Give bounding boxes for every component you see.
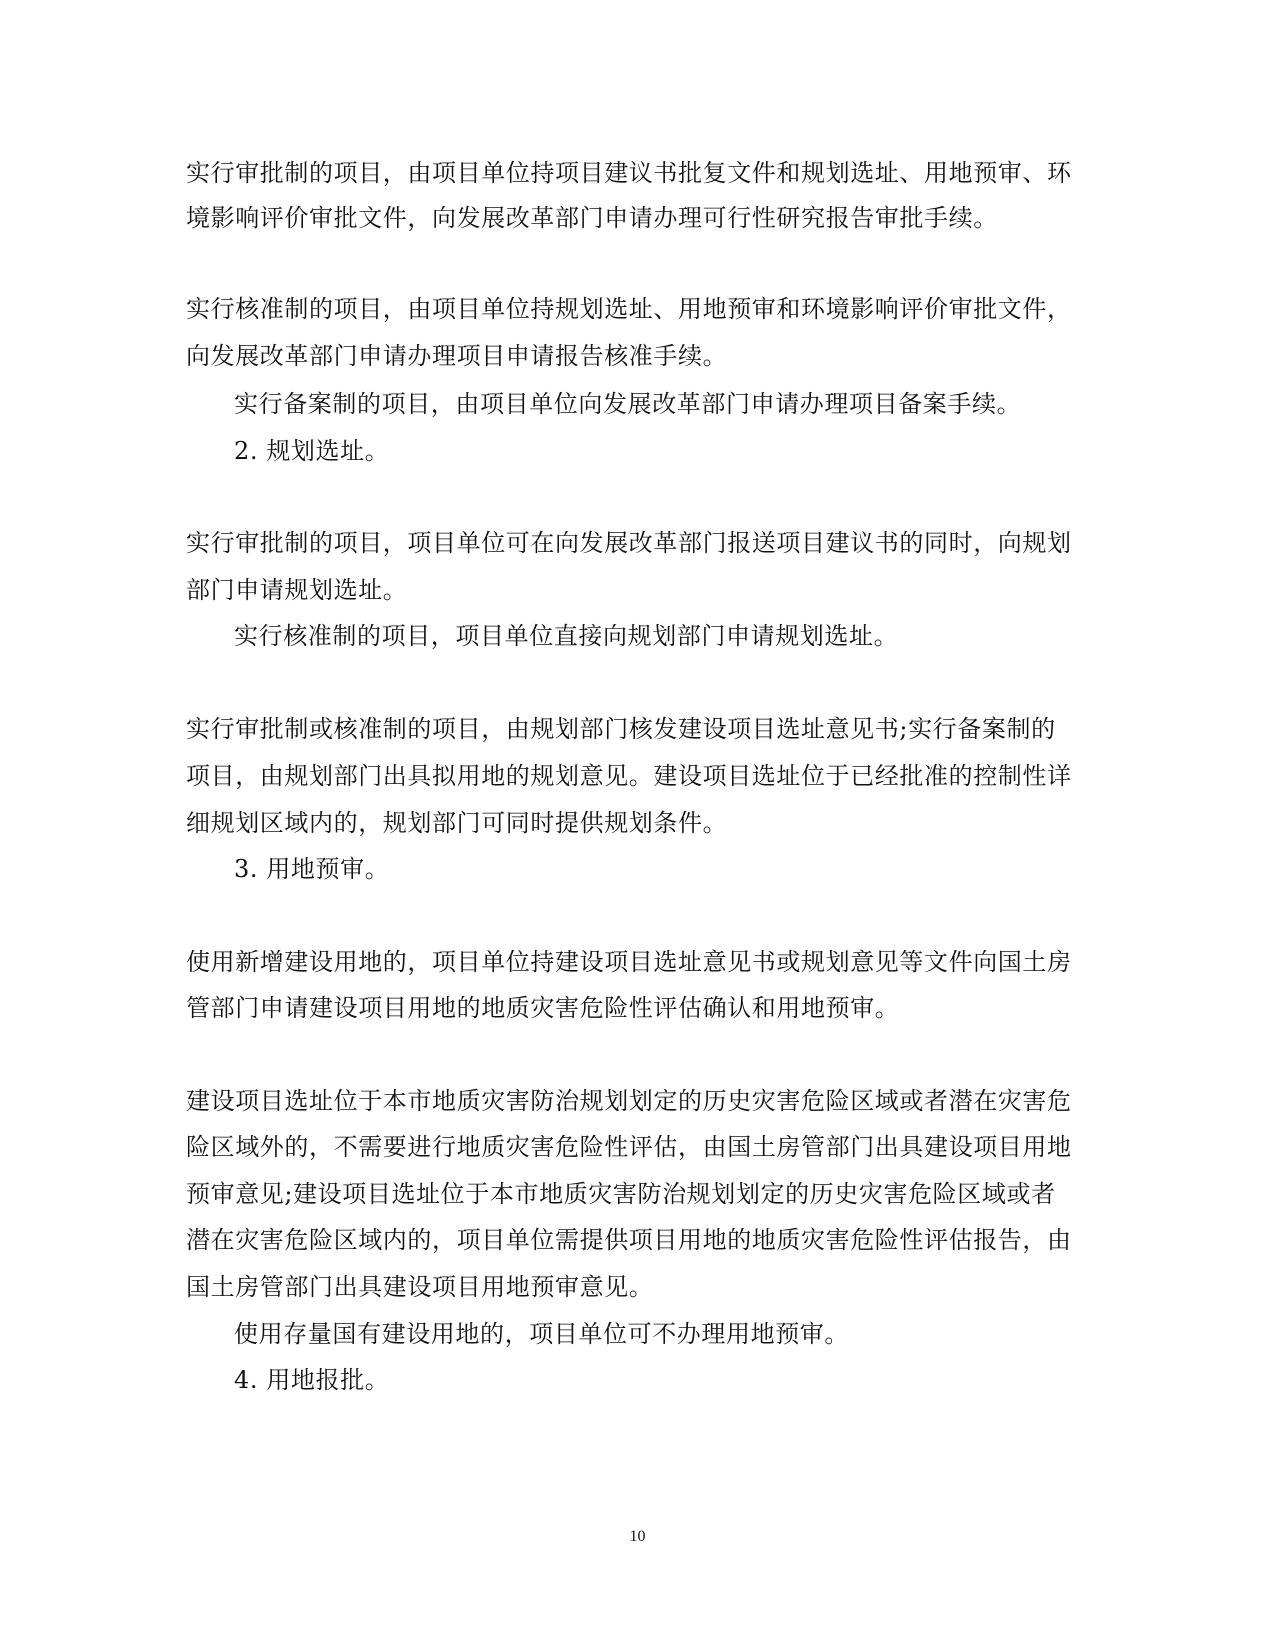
paragraph-line: 潜在灾害危险区域内的，项目单位需提供项目用地的地质灾害危险性评估报告，由 bbox=[186, 1226, 1072, 1254]
paragraph-line: 实行审批制的项目，由项目单位持项目建议书批复文件和规划选址、用地预审、环 bbox=[186, 159, 1072, 187]
section-heading: 4. 用地报批。 bbox=[234, 1366, 390, 1394]
paragraph-line: 实行核准制的项目，项目单位直接向规划部门申请规划选址。 bbox=[234, 622, 899, 650]
page-number: 10 bbox=[629, 1528, 646, 1545]
paragraph-line: 实行审批制或核准制的项目，由规划部门核发建设项目选址意见书;实行备案制的 bbox=[186, 715, 1056, 743]
paragraph-line: 部门申请规划选址。 bbox=[186, 576, 408, 604]
paragraph-line: 细规划区域内的，规划部门可同时提供规划条件。 bbox=[186, 809, 728, 837]
paragraph-line: 项目，由规划部门出具拟用地的规划意见。建设项目选址位于已经批准的控制性详 bbox=[186, 762, 1072, 790]
paragraph-line: 使用存量国有建设用地的，项目单位可不办理用地预审。 bbox=[234, 1320, 849, 1348]
paragraph-line: 实行备案制的项目，由项目单位向发展改革部门申请办理项目备案手续。 bbox=[234, 390, 1022, 418]
paragraph-line: 境影响评价审批文件，向发展改革部门申请办理可行性研究报告审批手续。 bbox=[186, 204, 998, 232]
paragraph-line: 预审意见;建设项目选址位于本市地质灾害防治规划划定的历史灾害危险区域或者 bbox=[186, 1180, 1056, 1208]
section-heading: 3. 用地预审。 bbox=[234, 855, 390, 883]
paragraph-line: 实行审批制的项目，项目单位可在向发展改革部门报送项目建议书的同时，向规划 bbox=[186, 529, 1072, 557]
paragraph-line: 使用新增建设用地的，项目单位持建设项目选址意见书或规划意见等文件向国土房 bbox=[186, 948, 1072, 976]
paragraph-line: 险区域外的，不需要进行地质灾害危险性评估，由国土房管部门出具建设项目用地 bbox=[186, 1133, 1072, 1161]
section-heading: 2. 规划选址。 bbox=[234, 437, 390, 465]
paragraph-line: 建设项目选址位于本市地质灾害防治规划划定的历史灾害危险区域或者潜在灾害危 bbox=[186, 1087, 1072, 1115]
paragraph-line: 国土房管部门出具建设项目用地预审意见。 bbox=[186, 1273, 654, 1301]
paragraph-line: 实行核准制的项目，由项目单位持规划选址、用地预审和环境影响评价审批文件， bbox=[186, 295, 1072, 323]
paragraph-line: 向发展改革部门申请办理项目申请报告核准手续。 bbox=[186, 342, 728, 370]
paragraph-line: 管部门申请建设项目用地的地质灾害危险性评估确认和用地预审。 bbox=[186, 994, 900, 1022]
